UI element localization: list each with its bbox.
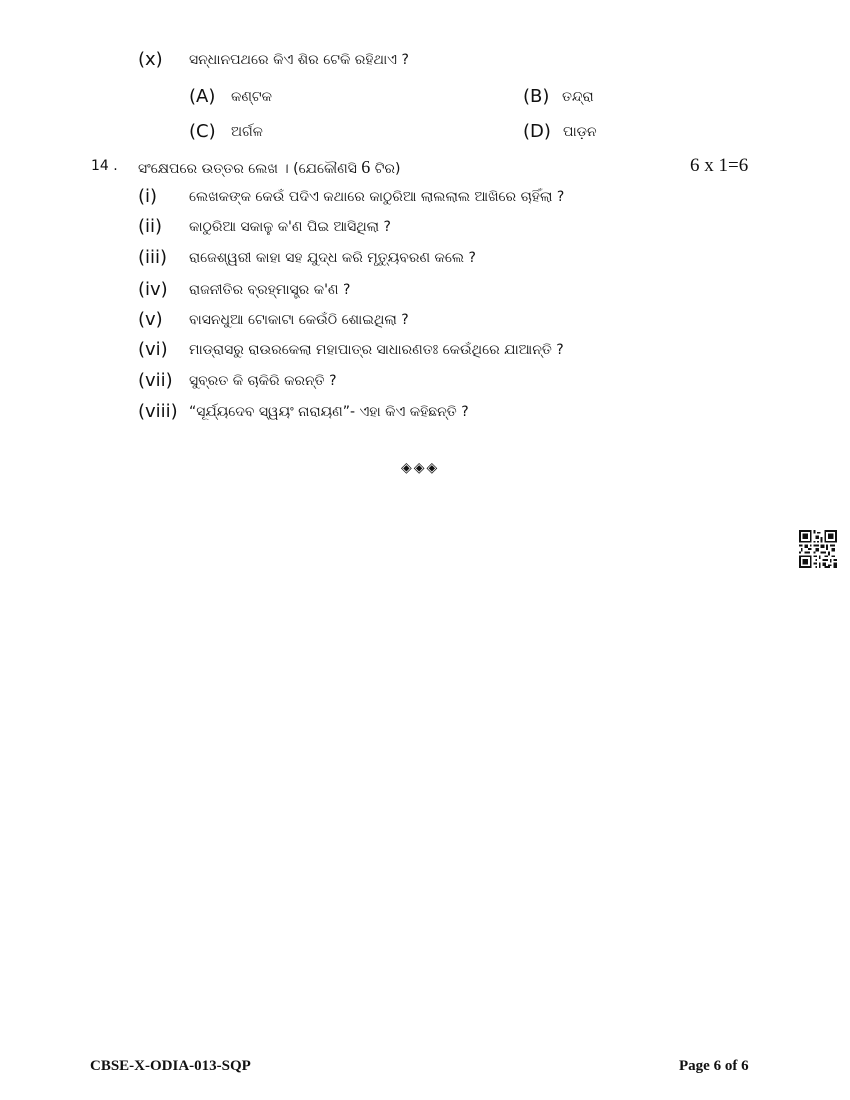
instruction-text: ସଂକ୍ଷେପରେ ଉତ୍ତର ଲେଖ । (ଯେକୌଣସି: [138, 161, 357, 177]
end-ornament: ◈◈◈: [401, 460, 440, 476]
sub-question-number: (v): [138, 309, 163, 330]
sub-question-text: ଲେଖକଙ୍କ କେଉଁ ପଦିଏ କଥାରେ କାଠୁରିଆ ଲାଲଲାଲ ଆଖିରେ ଚାହିଁଲା ?: [189, 189, 565, 205]
sub-question-text: “ସୂର୍ଯ୍ୟଦେବ ସ୍ୱୟଂ ନାରାୟଣ”- ଏହା କିଏ କହିଛନ୍ତି ?: [189, 404, 469, 420]
question-number-14: 14 .: [91, 158, 118, 174]
sub-question-text: ରାଜନୀତିର ବ୍ରହ୍ମାସ୍ତ୍ର କ'ଣ ?: [189, 282, 351, 298]
instruction-end: ଟିର): [374, 161, 401, 177]
question-instruction: [138, 157, 401, 178]
sub-question-number: (iii): [138, 247, 168, 268]
option-text-c: ଅର୍ଗଳ: [231, 124, 263, 140]
option-letter-c: (C): [189, 121, 216, 142]
question-number: (x): [138, 49, 163, 70]
marks-label: 6 x 1=6: [690, 155, 749, 176]
sub-question-number: (iv): [138, 279, 168, 300]
sub-question-number: (vi): [138, 339, 168, 360]
sub-question-number: (vii): [138, 370, 173, 391]
question-text: ସନ୍ଧାନପଥରେ କିଏ ଶିର ଟେକି ରହିଥାଏ ?: [189, 52, 409, 68]
option-text-a: କଣ୍ଟକ: [231, 89, 272, 105]
sub-question-text: ମାଡ୍ରାସରୁ ରାଉରକେଲା ମହାପାତ୍ର ସାଧାରଣତଃ କେଉଁଥିରେ ଯାଆନ୍ତି ?: [189, 342, 564, 358]
sub-question-text: ରାଜେଶ୍ୱରୀ କାହା ସହ ଯୁଦ୍ଧ କରି ମୃତ୍ୟୁବରଣ କଲେ ?: [189, 250, 476, 266]
sub-question-text: ସୁବ୍ରତ କି ଚାକିରି କରନ୍ତି ?: [189, 373, 337, 389]
instruction-count: 6: [361, 157, 371, 177]
option-letter-d: (D): [523, 121, 551, 142]
option-letter-b: (B): [523, 86, 550, 107]
page-number: Page 6 of 6: [679, 1058, 749, 1074]
qr-code-icon: [799, 530, 837, 568]
paper-code: CBSE-X-ODIA-013-SQP: [90, 1058, 251, 1074]
sub-question-text: ବାସନଧୁଆ ଟୋକାଟା କେଉଁଠି ଶୋଇଥିଲା ?: [189, 312, 409, 328]
option-text-d: ପାଡ଼ନ: [563, 124, 597, 140]
sub-question-number: (viii): [138, 401, 178, 422]
sub-question-number: (ii): [138, 216, 163, 237]
sub-question-text: କାଠୁରିଆ ସକାଳୁ କ'ଣ ପିଇ ଆସିଥିଲା ?: [189, 219, 391, 235]
sub-question-number: (i): [138, 186, 158, 207]
option-letter-a: (A): [189, 86, 216, 107]
option-text-b: ତନ୍ଦ୍ରା: [562, 89, 594, 105]
